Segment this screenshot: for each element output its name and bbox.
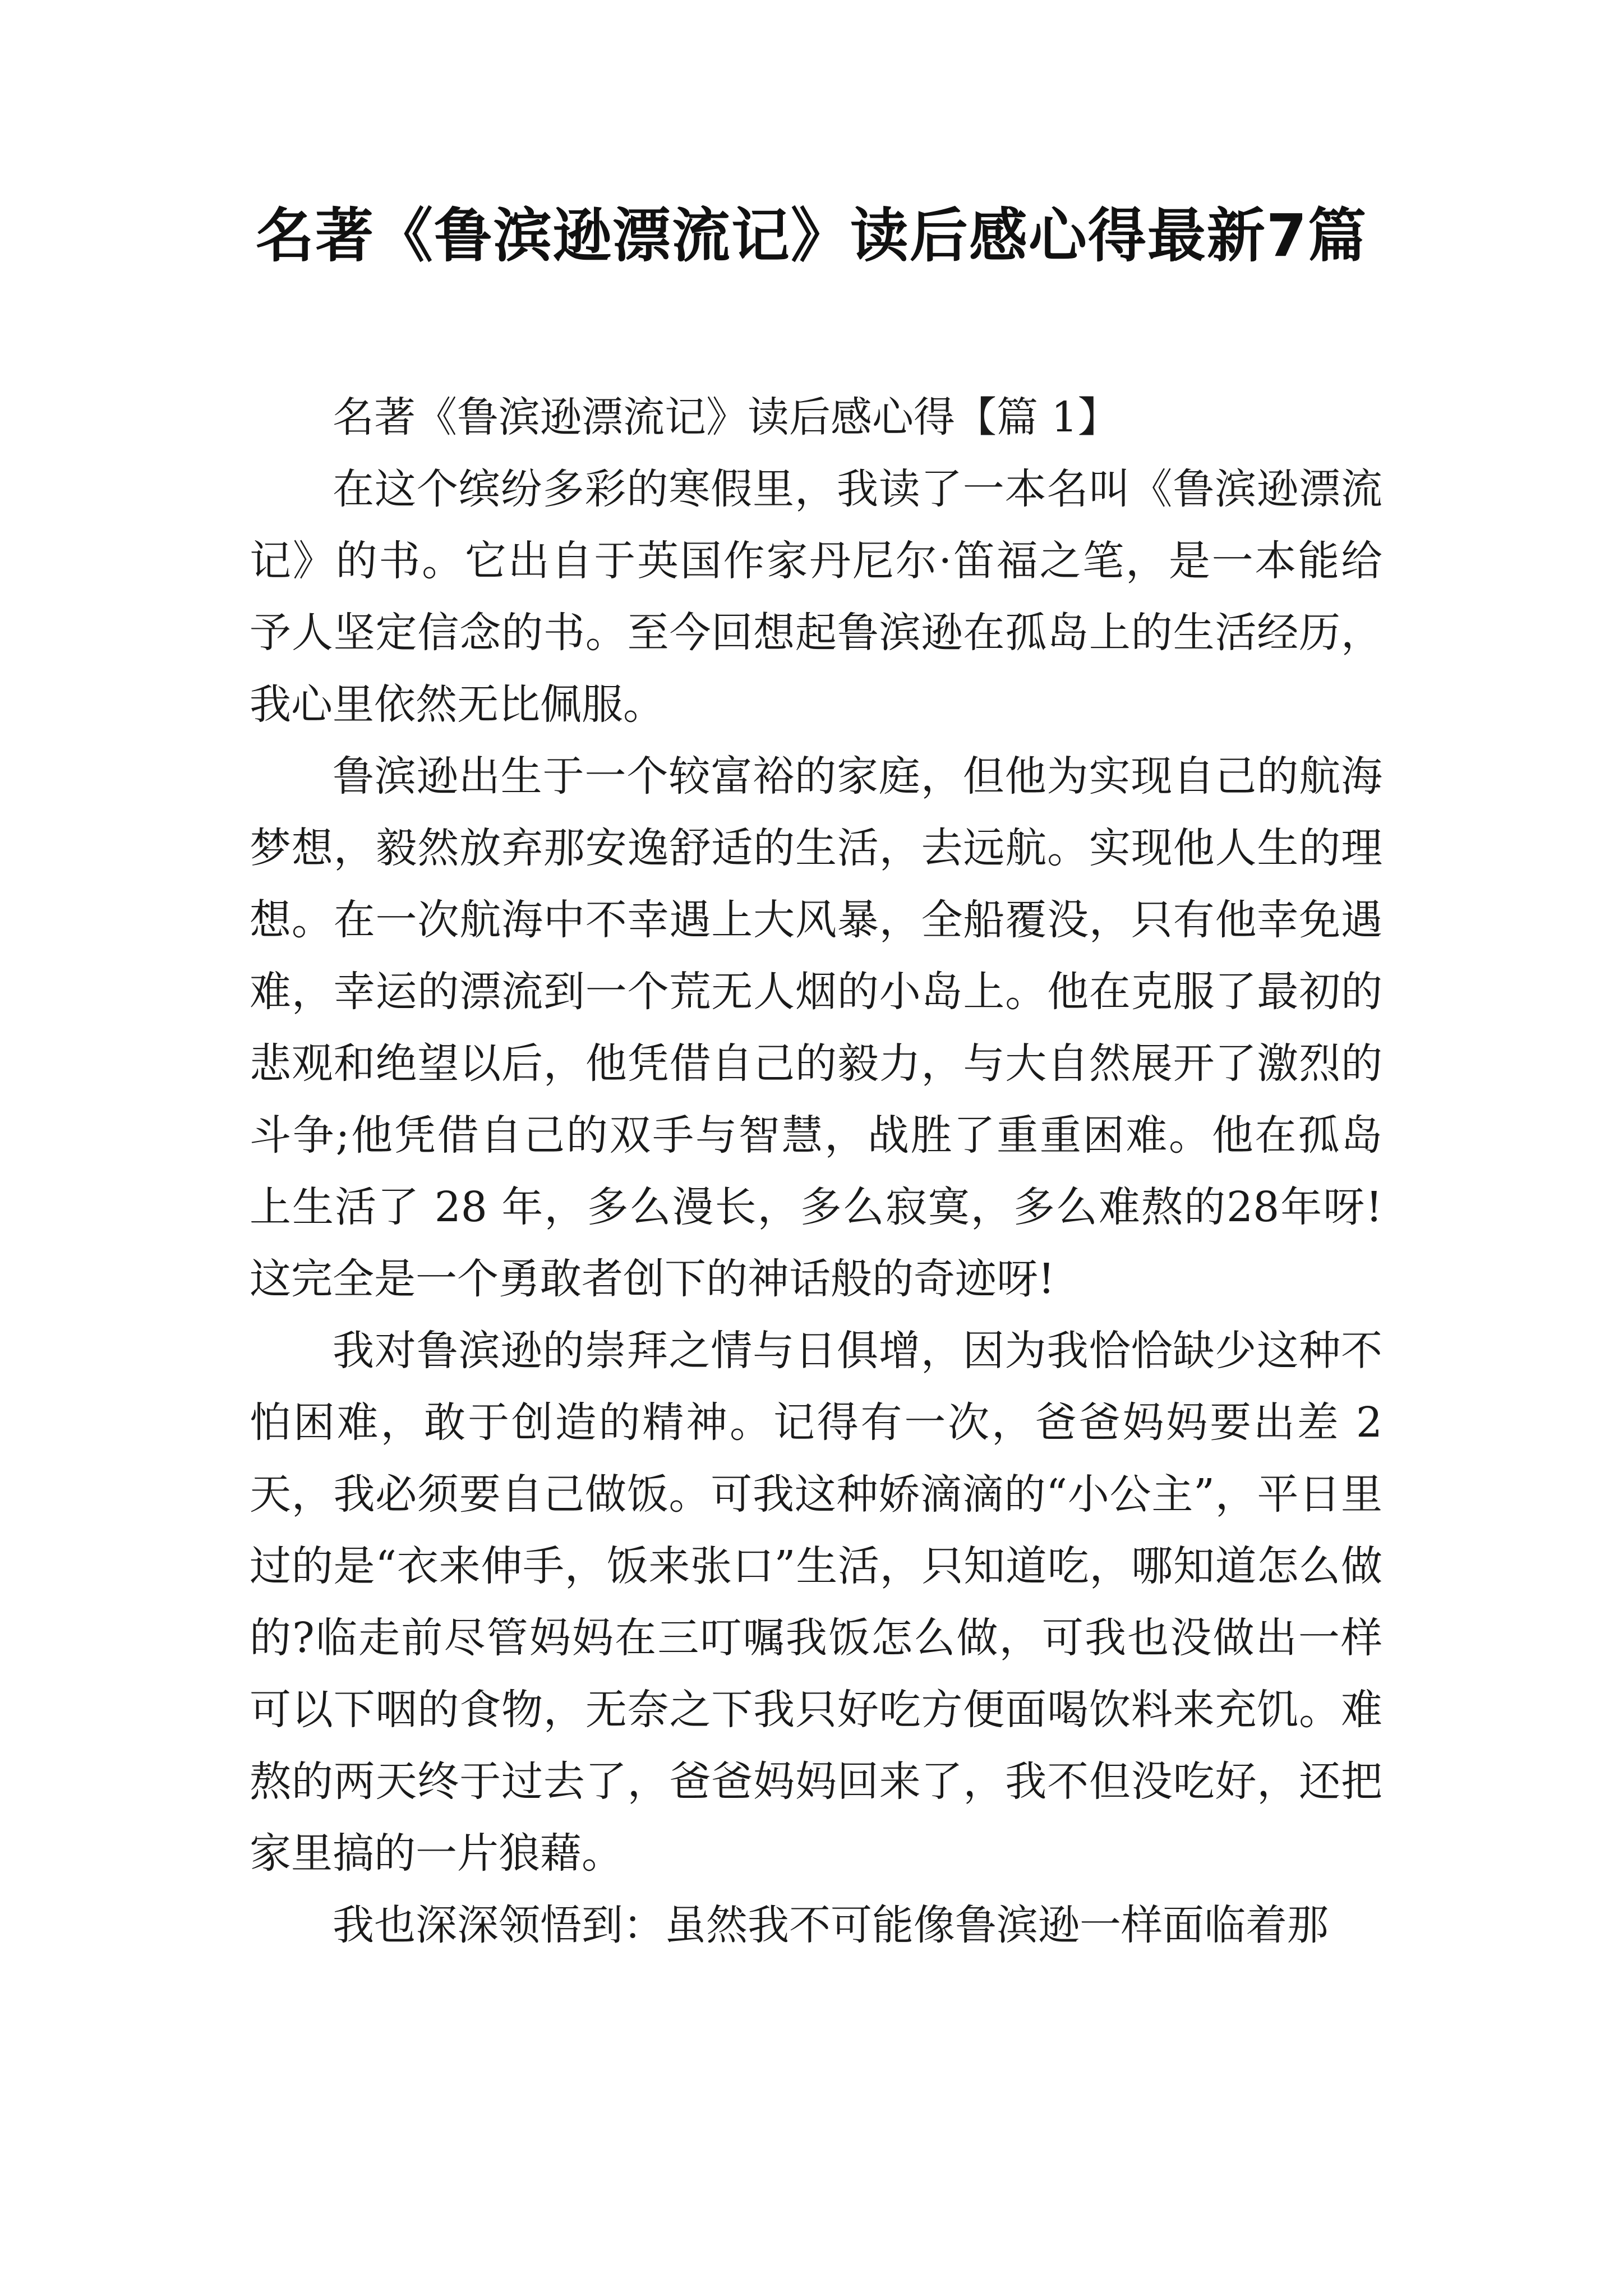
paragraph-1: 在这个缤纷多彩的寒假里，我读了一本名叫《鲁滨逊漂流记》的书。它出自于英国作家丹尼尔·笛福之笔，是一本能给予人坚定信念的书。至今回想起鲁滨逊在孤岛上的生活经历，我心里依然无比佩服。 [250, 465, 1382, 729]
document-body [250, 381, 1382, 1961]
section-heading: 名著《鲁滨逊漂流记》读后感心得【篇 1】 [333, 393, 1119, 441]
document-title: 名著《鲁滨逊漂流记》读后感心得最新7篇 [255, 201, 1368, 270]
paragraph-3: 我对鲁滨逊的崇拜之情与日俱增，因为我恰恰缺少这种不怕困难，敢于创造的精神。记得有一次，爸爸妈妈要出差 2 天，我必须要自己做饭。可我这种娇滴滴的“小公主”，平日里过的是“衣来伸手，饭来张口”生活，只知道吃，哪知道怎么做的?临走前尽管妈妈在三叮嘱我饭怎么做，可我也没做出一样可以下咽的食物，无奈之下我只好吃方便面喝饮料来充饥。难熬的两天终于过去了，爸爸妈妈回来了，我不但没吃好，还把家里搞的一片狼藉。 [250, 1327, 1382, 1878]
paragraph-4: 我也深深领悟到：虽然我不可能像鲁滨逊一样面临着那 [333, 1901, 1329, 1949]
paragraph-2: 鲁滨逊出生于一个较富裕的家庭，但他为实现自己的航海梦想，毅然放弃那安逸舒适的生活，去远航。实现他人生的理想。在一次航海中不幸遇上大风暴，全船覆没，只有他幸免遇难，幸运的漂流到一个荒无人烟的小岛上。他在克服了最初的悲观和绝望以后，他凭借自己的毅力，与大自然展开了激烈的斗争;他凭借自己的双手与智慧，战胜了重重困难。他在孤岛上生活了 28 年，多么漫长，多么寂寞，多么难熬的28年呀!这完全是一个勇敢者创下的神话般的奇迹呀! [250, 752, 1382, 1303]
